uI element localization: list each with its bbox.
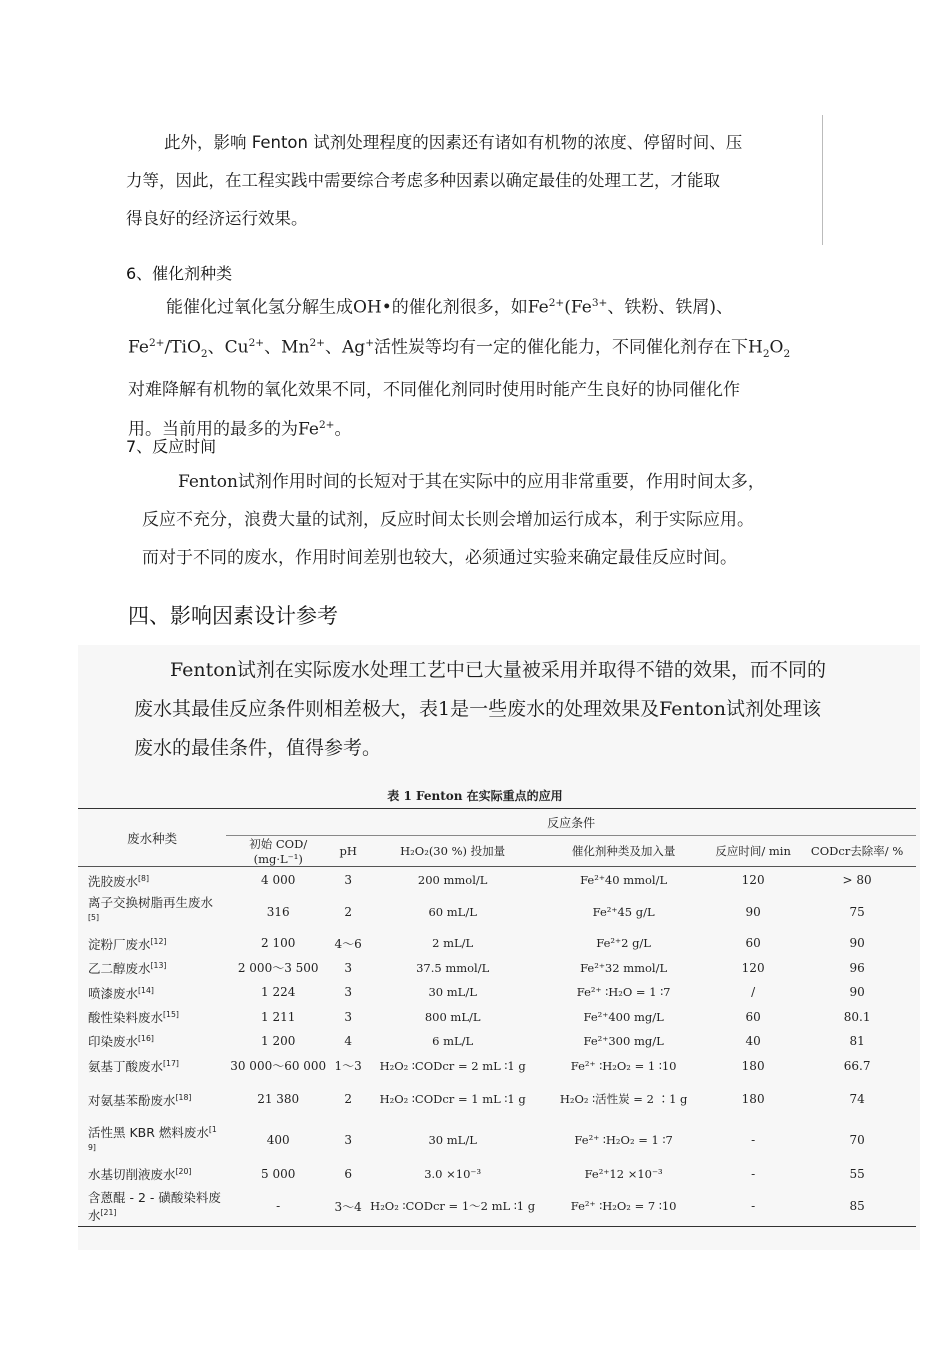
- cell-wastewater-type: [78, 893, 226, 931]
- wastewater-name: 乙二醇废水: [88, 961, 151, 977]
- cell-wastewater-type: [78, 1187, 226, 1227]
- wastewater-name: 对氨基苯酚废水: [88, 1093, 176, 1109]
- section-6-heading: 6、催化剂种类: [126, 264, 233, 283]
- cell-wastewater-type: [78, 931, 226, 956]
- section-6-line-3: 对难降解有机物的氧化效果不同，不同催化剂同时使用时能产生良好的协同催化作: [128, 379, 740, 400]
- cell-cod: 316: [266, 904, 290, 919]
- cell-time: 60: [745, 1009, 761, 1024]
- cell-rate: 70: [849, 1133, 865, 1147]
- cell-rate: > 80: [842, 872, 872, 887]
- section-6-line-2: $Fe^{2+}/TiO_2$、$Cu^{2+}$、$Mn^{2+}$、Ag+活性炭等均有一定的催化能力，不同催化剂存在下$H_2O_2$: [128, 337, 791, 361]
- cell-ph: 3: [344, 872, 352, 887]
- section-4-heading: 四、影响因素设计参考: [128, 604, 338, 628]
- intro-line-1: 此外，影响 Fenton 试剂处理程度的因素还有诸如有机物的浓度、停留时间、压: [164, 133, 743, 152]
- cell-cat: Fe²⁺12 ×10⁻³: [584, 1166, 663, 1181]
- wastewater-name: 离子交换树脂再生废水: [88, 894, 214, 910]
- cell-ph: 3: [344, 985, 352, 999]
- cell-h2o2: 2 mL/L: [432, 936, 474, 950]
- section-7-line-3: 而对于不同的废水，作用时间差别也较大，必须通过实验来确定最佳反应时间。: [142, 548, 737, 568]
- col-header-reaction-time: 反应时间/ min: [708, 836, 798, 867]
- cell-ph: 2: [344, 904, 352, 919]
- cell-ph: 3～4: [330, 1187, 366, 1227]
- cell-ph: 6: [344, 1166, 352, 1181]
- intro-line-2: 力等，因此，在工程实践中需要综合考虑多种因素以确定最佳的处理工艺，才能取: [126, 171, 720, 190]
- intro-line-3: 得良好的经济运行效果。: [126, 209, 308, 228]
- table-row: [78, 980, 916, 1005]
- section-7-line-2: 反应不充分，浪费大量的试剂，反应时间太长则会增加运行成本，利于实际应用。: [142, 510, 754, 530]
- wastewater-name: 水基切削液废水: [88, 1167, 176, 1183]
- reference-marker: [21]: [100, 1207, 117, 1217]
- wastewater-name: 印染废水: [88, 1034, 139, 1050]
- cell-cat: Fe²⁺ ∶H₂O₂ = 1 ∶10: [570, 1058, 677, 1073]
- col-header-removal-rate: CODcr去除率/ %: [798, 836, 916, 867]
- cell-wastewater-type: [78, 1079, 226, 1120]
- reference-marker: [15]: [163, 1010, 179, 1020]
- cell-cod: -: [226, 1187, 330, 1227]
- section-7-heading: 7、反应时间: [126, 437, 217, 456]
- cell-rate: 74: [849, 1092, 865, 1106]
- reference-marker: [12]: [150, 936, 167, 946]
- reference-marker: [17]: [163, 1059, 179, 1069]
- reference-marker: [16]: [138, 1034, 154, 1044]
- table-row: [78, 1120, 916, 1161]
- section-6-paragraph: [128, 286, 828, 448]
- col-header-initial-cod: 初始 COD/ (mg·L⁻¹): [226, 836, 330, 867]
- cell-cod: 1 224: [261, 985, 296, 999]
- cell-cod: 30 000～60 000: [230, 1059, 327, 1073]
- cell-time: -: [751, 1133, 756, 1147]
- table-row: [78, 1161, 916, 1187]
- section-7-paragraph: [142, 463, 832, 577]
- cell-h2o2: H₂O₂ ∶CODcr = 1 mL ∶1 g: [379, 1092, 526, 1106]
- cell-cod: 4 000: [261, 872, 296, 887]
- reference-marker: [14]: [138, 985, 154, 995]
- cell-h2o2: 60 mL/L: [428, 904, 477, 919]
- cell-time: 60: [745, 936, 761, 950]
- cell-ph: 4～6: [334, 936, 362, 951]
- cell-cod: 21 380: [257, 1092, 300, 1106]
- cell-time: /: [751, 985, 756, 999]
- cell-cod: 5 000: [261, 1166, 296, 1181]
- cell-h2o2: H₂O₂ ∶CODcr = 2 mL ∶1 g: [379, 1058, 526, 1073]
- cell-cod: 1 200: [261, 1033, 296, 1048]
- cell-rate: 96: [849, 960, 865, 975]
- col-header-wastewater-type: 废水种类: [78, 809, 226, 867]
- cell-rate: 81: [849, 1033, 865, 1048]
- cell-cat: Fe²⁺32 mmol/L: [580, 960, 668, 975]
- table-row: [78, 1187, 916, 1227]
- wastewater-name: 酸性染料废水: [88, 1010, 164, 1026]
- cell-ph: 3: [344, 1133, 352, 1147]
- wastewater-name: 氨基丁酸废水: [88, 1059, 164, 1075]
- cell-time: 120: [741, 960, 765, 975]
- cell-h2o2: 6 mL/L: [432, 1033, 474, 1048]
- table-row: [78, 1079, 916, 1120]
- cell-ph: 3: [344, 1009, 352, 1024]
- cell-time: -: [708, 1187, 798, 1227]
- section-4-line-3: 废水的最佳条件，值得参考。: [134, 737, 382, 759]
- cell-rate: 85: [798, 1187, 916, 1227]
- cell-rate: 90: [849, 936, 865, 950]
- cell-time: 180: [741, 1092, 765, 1106]
- cell-rate: 80.1: [843, 1009, 871, 1024]
- cell-ph: 1～3: [334, 1059, 362, 1073]
- fenton-application-table: [78, 808, 916, 1227]
- cell-wastewater-type: [78, 1029, 226, 1053]
- cell-h2o2: 800 mL/L: [424, 1009, 481, 1024]
- cell-cat: Fe²⁺ ∶H₂O = 1 ∶7: [576, 985, 671, 999]
- cell-wastewater-type: [78, 956, 226, 980]
- cell-rate: 55: [849, 1166, 865, 1181]
- cell-wastewater-type: [78, 867, 226, 893]
- section-6-line-4: 用。当前用的最多的为$Fe^{2+}$。: [128, 419, 352, 440]
- cell-time: 180: [741, 1058, 765, 1073]
- section-4-paragraph: [134, 651, 904, 768]
- cell-wastewater-type: [78, 980, 226, 1005]
- table-row: [78, 867, 916, 893]
- reference-marker: [18]: [175, 1092, 192, 1102]
- cell-cod: 2 000～3 500: [237, 961, 319, 975]
- wastewater-name: 洗胶废水: [88, 873, 139, 889]
- cell-h2o2: 3.0 ×10⁻³: [424, 1166, 482, 1181]
- cell-ph: 2: [344, 1092, 352, 1106]
- cell-cat: Fe²⁺ ∶H₂O₂ = 7 ∶10: [539, 1187, 708, 1227]
- table-caption: 表 1 Fenton 在实际重点的应用: [387, 789, 563, 803]
- cell-h2o2: 30 mL/L: [428, 985, 477, 999]
- table-row: [78, 893, 916, 931]
- col-header-ph: pH: [330, 836, 366, 867]
- cell-cod: 1 211: [261, 1009, 296, 1024]
- table-row: [78, 1029, 916, 1053]
- cell-ph: 4: [344, 1033, 352, 1048]
- cell-cod: 2 100: [261, 936, 296, 950]
- col-header-h2o2-dosage: H₂O₂(30 %) 投加量: [366, 836, 539, 867]
- cell-h2o2: 200 mmol/L: [417, 872, 488, 887]
- wastewater-name: 含蒽醌 - 2 - 磺酸染料废水: [88, 1189, 221, 1223]
- cell-time: 90: [745, 904, 761, 919]
- table-row: [78, 1005, 916, 1029]
- table-row: [78, 1053, 916, 1079]
- wastewater-name: 喷漆废水: [88, 986, 139, 1002]
- cell-h2o2: 37.5 mmol/L: [416, 960, 490, 975]
- cell-wastewater-type: [78, 1161, 226, 1187]
- cell-time: 40: [745, 1033, 761, 1048]
- section-7-line-1: Fenton试剂作用时间的长短对于其在实际中的应用非常重要，作用时间太多，: [178, 472, 765, 492]
- wastewater-name: 淀粉厂废水: [88, 937, 151, 953]
- reference-marker: [8]: [138, 873, 149, 883]
- cell-h2o2: 30 mL/L: [428, 1133, 477, 1147]
- cell-rate: 90: [849, 985, 865, 999]
- wastewater-name: 活性黑 KBR 燃料废水: [88, 1125, 209, 1140]
- table-row: [78, 931, 916, 956]
- table-row: [78, 956, 916, 980]
- intro-paragraph: [126, 124, 806, 238]
- reference-marker: [20]: [175, 1167, 192, 1177]
- cell-ph: 3: [344, 960, 352, 975]
- cell-rate: 66.7: [843, 1058, 871, 1073]
- cell-cat: Fe²⁺45 g/L: [592, 904, 655, 919]
- section-4-line-2: 废水其最佳反应条件则相差极大，表1是一些废水的处理效果及Fenton试剂处理该: [134, 698, 822, 720]
- page-margin-rule: [822, 115, 823, 245]
- section-4-line-1: Fenton试剂在实际废水处理工艺中已大量被采用并取得不错的效果，而不同的: [170, 659, 826, 681]
- cell-cat: Fe²⁺ ∶H₂O₂ = 1 ∶7: [574, 1133, 673, 1147]
- cell-cat: H₂O₂ ∶活性炭 = 2 ∶1 g: [559, 1092, 688, 1106]
- cell-time: -: [751, 1166, 756, 1181]
- group-header-reaction-conditions: 反应条件: [226, 809, 916, 836]
- reference-marker: [13]: [150, 961, 167, 971]
- cell-h2o2: H₂O₂ ∶CODcr = 1～2 mL ∶1 g: [366, 1187, 539, 1227]
- cell-cat: Fe²⁺400 mg/L: [583, 1009, 664, 1024]
- reference-marker: [19]: [88, 1124, 217, 1152]
- cell-cat: Fe²⁺300 mg/L: [583, 1033, 664, 1048]
- cell-time: 120: [741, 872, 765, 887]
- cell-rate: 75: [849, 904, 865, 919]
- cell-cat: Fe²⁺2 g/L: [596, 936, 651, 950]
- reference-marker: [5]: [88, 912, 99, 922]
- cell-wastewater-type: [78, 1053, 226, 1079]
- cell-cod: 400: [266, 1133, 290, 1147]
- cell-wastewater-type: [78, 1120, 226, 1161]
- cell-wastewater-type: [78, 1005, 226, 1029]
- section-6-line-1: 能催化过氧化氢分解生成OH•的催化剂很多，如$Fe^{2+}(Fe^{3+}$、铁粉、铁屑)、: [166, 297, 733, 318]
- cell-cat: Fe²⁺40 mmol/L: [580, 872, 668, 887]
- col-header-catalyst: 催化剂种类及加入量: [539, 836, 708, 867]
